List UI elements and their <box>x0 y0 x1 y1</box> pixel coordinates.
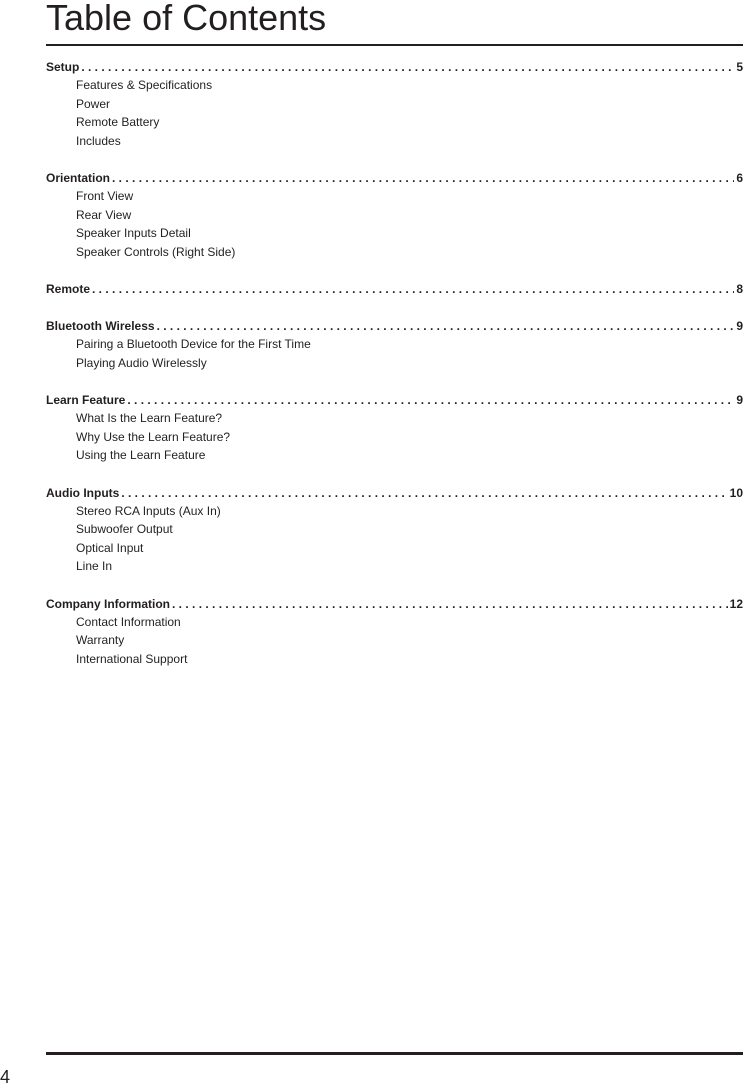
dot-leader <box>92 280 734 298</box>
toc-entry-page: 8 <box>736 282 743 296</box>
toc-entry-label: Orientation <box>46 171 111 185</box>
dot-leader <box>172 595 728 613</box>
toc-entry-learn-feature[interactable] <box>46 391 743 409</box>
title-divider <box>46 44 743 46</box>
toc-subentry[interactable]: Speaker Inputs Detail <box>76 226 191 240</box>
toc-subentry[interactable]: Remote Battery <box>76 115 160 129</box>
toc-subentry[interactable]: Optical Input <box>76 540 144 555</box>
table-of-contents <box>46 58 743 687</box>
toc-subentry[interactable]: Includes <box>76 133 121 148</box>
toc-entry-remote[interactable] <box>46 280 743 298</box>
toc-entry-audio-inputs[interactable] <box>46 484 743 502</box>
toc-entry-page: 6 <box>736 171 743 185</box>
toc-subentry[interactable]: Features & Specifications <box>76 78 213 92</box>
toc-subentry[interactable]: Warranty <box>76 633 125 647</box>
toc-subentry[interactable]: Speaker Controls (Right Side) <box>76 244 236 259</box>
toc-subentries <box>46 613 743 669</box>
dot-leader <box>81 58 734 76</box>
toc-section-bluetooth-wireless <box>46 317 743 372</box>
toc-entry-page: 5 <box>736 60 743 74</box>
page-number: 4 <box>0 1067 11 1087</box>
toc-subentries <box>46 409 743 465</box>
toc-subentries <box>46 502 743 576</box>
toc-subentry[interactable]: Front View <box>76 189 134 203</box>
page-title: Table of Contents <box>46 0 327 38</box>
toc-section-remote <box>46 280 743 298</box>
toc-entry-bluetooth-wireless[interactable] <box>46 317 743 335</box>
toc-entry-company-information[interactable] <box>46 595 743 613</box>
toc-entry-label: Bluetooth Wireless <box>46 319 155 333</box>
toc-entry-label: Audio Inputs <box>46 485 120 500</box>
toc-entry-setup[interactable] <box>46 58 743 76</box>
toc-subentry[interactable]: Using the Learn Feature <box>76 448 206 462</box>
toc-subentry[interactable]: Why Use the Learn Feature? <box>76 429 231 444</box>
toc-section-company-information <box>46 595 743 669</box>
toc-entry-label: Remote <box>46 282 91 296</box>
toc-section-audio-inputs <box>46 484 743 576</box>
toc-entry-page: 9 <box>736 393 743 407</box>
toc-entry-page: 12 <box>729 596 743 611</box>
toc-subentry[interactable]: What Is the Learn Feature? <box>76 411 223 425</box>
toc-section-setup <box>46 58 743 150</box>
toc-subentry[interactable]: Line In <box>76 559 113 573</box>
toc-subentry[interactable]: Playing Audio Wirelessly <box>76 355 207 370</box>
toc-section-orientation <box>46 169 743 261</box>
toc-entry-label: Setup <box>46 60 80 74</box>
dot-leader <box>112 169 734 187</box>
dot-leader <box>121 484 727 502</box>
toc-subentry[interactable]: Rear View <box>76 207 132 222</box>
toc-subentry[interactable]: Stereo RCA Inputs (Aux In) <box>76 503 221 518</box>
toc-section-learn-feature <box>46 391 743 465</box>
toc-subentry[interactable]: International Support <box>76 651 188 666</box>
toc-subentry[interactable]: Contact Information <box>76 614 181 629</box>
footer-divider <box>46 1052 743 1055</box>
toc-subentries <box>46 335 743 372</box>
toc-entry-label: Learn Feature <box>46 393 126 407</box>
dot-leader <box>127 391 734 409</box>
toc-subentry[interactable]: Subwoofer Output <box>76 522 173 536</box>
toc-entry-page: 9 <box>736 319 743 333</box>
toc-entry-page: 10 <box>729 485 743 500</box>
toc-subentry[interactable]: Pairing a Bluetooth Device for the First Time <box>76 337 311 351</box>
toc-entry-orientation[interactable] <box>46 169 743 187</box>
toc-subentry[interactable]: Power <box>76 96 111 111</box>
toc-subentries <box>46 76 743 150</box>
toc-subentries <box>46 187 743 261</box>
toc-entry-label: Company Information <box>46 596 171 611</box>
dot-leader <box>157 317 735 335</box>
